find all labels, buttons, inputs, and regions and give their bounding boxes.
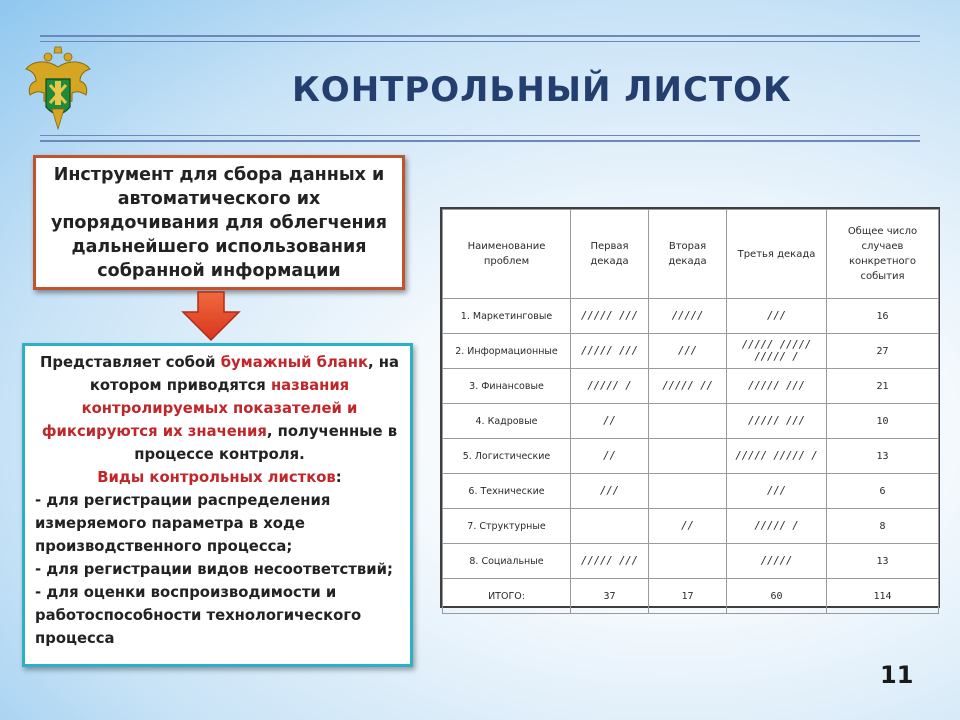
table-cell xyxy=(649,404,727,439)
table-cell: 5. Логистические xyxy=(443,439,571,474)
page-number: 11 xyxy=(880,661,914,689)
table-cell xyxy=(649,439,727,474)
table-cell: 2. Информационные xyxy=(443,334,571,369)
table-cell: ///// ///// ///// / xyxy=(727,334,827,369)
intro-text-2: , на котором приводятся xyxy=(89,354,400,394)
table-row xyxy=(443,334,939,369)
table-cell: 17 xyxy=(649,579,727,614)
table-cell: 6 xyxy=(827,474,939,509)
arrow-down-icon xyxy=(181,290,241,342)
header-rule-top xyxy=(40,35,920,37)
table-cell: 7. Структурные xyxy=(443,509,571,544)
table-cell: ///// /// xyxy=(727,369,827,404)
table-cell: 114 xyxy=(827,579,939,614)
table-row xyxy=(443,474,939,509)
table-cell: ///// /// xyxy=(727,404,827,439)
table-cell: 16 xyxy=(827,299,939,334)
intro-text-3: , полученные в процессе контроля. xyxy=(134,423,398,463)
table-cell: 37 xyxy=(571,579,649,614)
description-intro xyxy=(35,351,404,466)
description-box xyxy=(22,343,413,667)
table-cell: ///// / xyxy=(727,509,827,544)
header-problem-name: Наименование проблем xyxy=(443,210,571,299)
header-third-decade: Третья декада xyxy=(727,210,827,299)
list-item: - для регистрации распределения измеряемого параметра в ходе производственного процесса; xyxy=(35,492,331,555)
table-cell: 27 xyxy=(827,334,939,369)
header-total-count: Общее число случаев конкретного события xyxy=(827,210,939,299)
table-cell: 4. Кадровые xyxy=(443,404,571,439)
table-cell: /// xyxy=(727,299,827,334)
table-header-row xyxy=(443,210,939,299)
table-cell: 13 xyxy=(827,544,939,579)
customs-emblem-icon xyxy=(22,45,94,133)
table-row xyxy=(443,369,939,404)
table-row xyxy=(443,299,939,334)
header-rule-bottom-inner xyxy=(40,135,920,136)
table-cell: 21 xyxy=(827,369,939,404)
header-rule-bottom xyxy=(40,140,920,142)
table-cell: // xyxy=(571,404,649,439)
table-cell: 8. Социальные xyxy=(443,544,571,579)
intro-text-1: Представляет собой xyxy=(39,354,221,371)
table-cell: // xyxy=(649,509,727,544)
list-item: - для регистрации видов несоответствий; xyxy=(35,561,393,578)
table-cell: ///// /// xyxy=(571,544,649,579)
intro-highlight-1: бумажный бланк xyxy=(220,354,369,371)
table-cell: // xyxy=(571,439,649,474)
table-cell: 8 xyxy=(827,509,939,544)
table-row xyxy=(443,544,939,579)
table-cell: 60 xyxy=(727,579,827,614)
definition-box xyxy=(33,155,405,290)
table-cell xyxy=(649,474,727,509)
slide-title: КОНТРОЛЬНЫЙ ЛИСТОК xyxy=(292,70,792,110)
table-row xyxy=(443,404,939,439)
table-row xyxy=(443,509,939,544)
table-cell: ///// /// xyxy=(571,299,649,334)
table-cell: /// xyxy=(727,474,827,509)
table-cell: ИТОГО: xyxy=(443,579,571,614)
table-cell: ///// // xyxy=(649,369,727,404)
header-second-decade: Вторая декада xyxy=(649,210,727,299)
list-item: - для оценки воспроизводимости и работоспособности технологического процесса xyxy=(35,584,362,647)
check-sheet-table xyxy=(440,207,940,608)
table-cell: ///// xyxy=(649,299,727,334)
table-cell: 6. Технические xyxy=(443,474,571,509)
types-heading xyxy=(35,466,404,489)
table-cell: ///// / xyxy=(571,369,649,404)
header-rule-top-inner xyxy=(40,41,920,42)
table-cell xyxy=(571,509,649,544)
table-cell: 13 xyxy=(827,439,939,474)
table-cell: /// xyxy=(649,334,727,369)
table-row-total xyxy=(443,579,939,614)
table-cell: ///// xyxy=(727,544,827,579)
table-cell: ///// ///// / xyxy=(727,439,827,474)
header-first-decade: Первая декада xyxy=(571,210,649,299)
table-cell: 1. Маркетинговые xyxy=(443,299,571,334)
table-cell: /// xyxy=(571,474,649,509)
table-cell: 10 xyxy=(827,404,939,439)
table-cell: ///// /// xyxy=(571,334,649,369)
definition-text: Инструмент для сбора данных и автоматического их упорядочивания для облегчения дальнейшего использования собранной информации xyxy=(50,164,388,281)
intro-highlight-2: названия контролируемых показателей и фиксируются их значения xyxy=(41,377,358,440)
table-cell xyxy=(649,544,727,579)
table-cell: 3. Финансовые xyxy=(443,369,571,404)
table-row xyxy=(443,439,939,474)
types-heading-text: Виды контрольных листков xyxy=(97,469,336,486)
types-heading-colon: : xyxy=(335,469,342,486)
